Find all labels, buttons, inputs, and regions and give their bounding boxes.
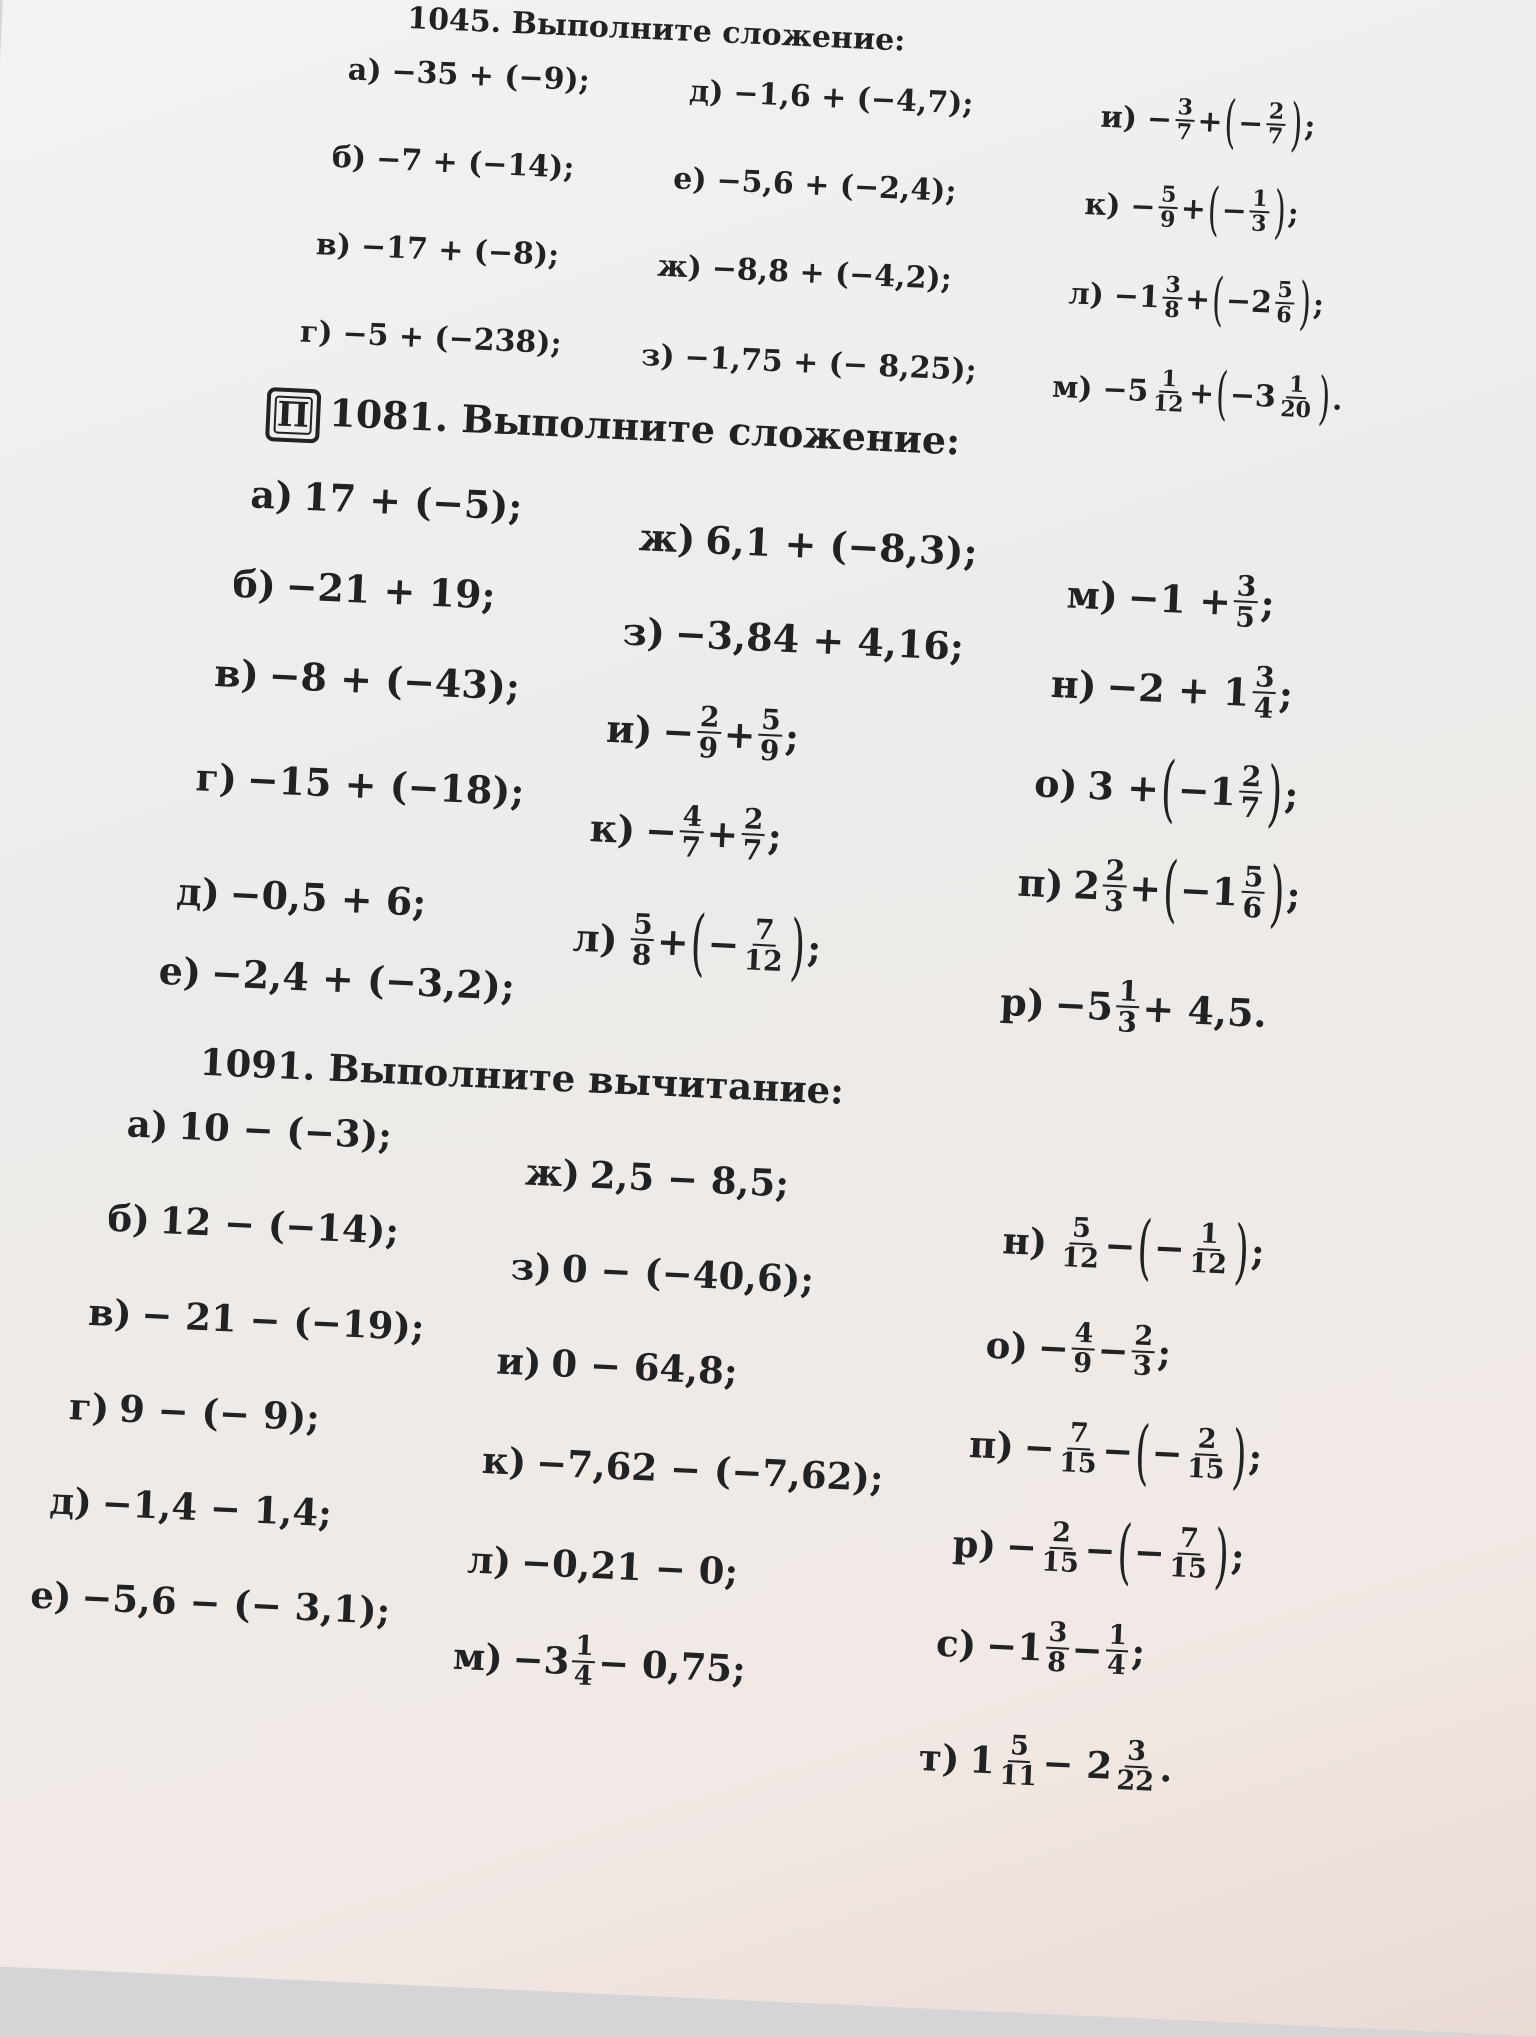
fraction: $\frac{2}{9}$ [697, 700, 721, 766]
exercise-1091-item-v: в) − 21 − (−19); [87, 1289, 426, 1350]
fraction: $\frac{3}{8}$ [1046, 1616, 1069, 1679]
exercise-1045-heading: 1045. Выполните сложение: [406, 1, 907, 59]
fraction: $\frac{1}{3}$ [1250, 185, 1269, 238]
fraction: $\frac{4}{9}$ [1072, 1317, 1095, 1380]
fraction: $\frac{2}{15}$ [1040, 1516, 1080, 1580]
fraction: $\frac{3}{4}$ [1253, 660, 1276, 726]
fraction: $\frac{1}{12}$ [1152, 365, 1185, 418]
exercise-1091-item-zh: ж) 2,5 − 8,5; [524, 1149, 790, 1206]
exercise-1081-heading: 1081. Выполните сложение: [328, 389, 962, 464]
exercise-1091-item-e: е) −5,6 − (− 3,1); [29, 1572, 392, 1633]
fraction: $\frac{1}{4}$ [1106, 1619, 1128, 1682]
fraction: $\frac{2}{7}$ [1239, 759, 1263, 825]
fraction: $\frac{1}{4}$ [573, 1630, 595, 1693]
exercise-1081-item-g: г) −15 + (−18); [194, 754, 526, 815]
exercise-1091-item-l: л) −0,21 − 0; [466, 1537, 740, 1594]
exercise-1081-item-a: а) 17 + (−5); [249, 471, 524, 529]
exercise-1045-item-k: к) − $\frac{5}{9}$ + ( − $\frac{1}{3}$ ) ; [1083, 176, 1300, 247]
exercise-1081-item-zh: ж) 6,1 + (−8,3); [638, 514, 979, 575]
exercise-1081-item-o: о) 3 + ( −1 $\frac{2}{7}$ ) ; [1033, 746, 1300, 836]
exercise-1091-item-n: н) $\frac{5}{12}$ − ( − $\frac{1}{12}$ ) ; [1001, 1205, 1266, 1293]
exercise-1045-item-d: д) −1,6 + (−4,7); [688, 73, 975, 122]
fraction: $\frac{7}{15}$ [1058, 1417, 1098, 1481]
exercise-1091-item-p: п) − $\frac{7}{15}$ − ( − $\frac{2}{15}$ ) ; [968, 1411, 1264, 1498]
fraction: $\frac{1}{20}$ [1279, 371, 1312, 424]
exercise-1091-item-b: б) 12 − (−14); [106, 1195, 400, 1253]
exercise-1091-item-k: к) −7,62 − (−7,62); [481, 1437, 885, 1501]
exercise-1045-item-a: а) −35 + (−9); [347, 52, 591, 99]
fraction: $\frac{5}{8}$ [631, 907, 654, 973]
exercise-1091-item-g: г) 9 − (− 9); [68, 1384, 321, 1440]
exercise-1045-item-l: л) −1 $\frac{3}{8}$ + ( −2 $\frac{5}{6}$ ) ; [1067, 266, 1325, 338]
exercise-1045-item-z: з) −1,75 + (− 8,25); [640, 338, 978, 389]
fraction: $\frac{1}{12}$ [1188, 1218, 1228, 1281]
exercise-1081-item-i: и) − $\frac{2}{9}$ + $\frac{5}{9}$ ; [605, 700, 801, 769]
exercise-1045-item-zh: ж) −8,8 + (−4,2); [656, 248, 953, 297]
exercise-1091-item-d: д) −1,4 − 1,4; [48, 1478, 333, 1536]
p-badge-icon: П [265, 387, 321, 443]
exercise-1091-item-r: р) − $\frac{2}{15}$ − ( − $\frac{7}{15}$ ) ; [951, 1510, 1246, 1598]
exercise-1045-item-g: г) −5 + (−238); [299, 314, 563, 362]
fraction: $\frac{2}{7}$ [741, 802, 765, 868]
exercise-1081-item-r: р) −5 $\frac{1}{3}$ + 4,5. [999, 974, 1268, 1040]
fraction: $\frac{3}{22}$ [1115, 1735, 1155, 1799]
fraction: $\frac{2}{15}$ [1186, 1423, 1226, 1486]
fraction: $\frac{1}{3}$ [1116, 974, 1140, 1040]
fraction: $\frac{7}{15}$ [1168, 1522, 1208, 1586]
exercise-1091-item-t: т) 1 $\frac{5}{11}$ − 2 $\frac{3}{22}$ . [917, 1730, 1174, 1799]
fraction: $\frac{2}{3}$ [1132, 1320, 1154, 1383]
exercise-1081-item-k: к) − $\frac{4}{7}$ + $\frac{2}{7}$ ; [588, 799, 783, 868]
fraction: $\frac{5}{11}$ [998, 1730, 1038, 1793]
exercise-1045-item-b: б) −7 + (−14); [331, 139, 576, 186]
exercise-1081-item-l: л) $\frac{5}{8}$ + ( − $\frac{7}{12}$ ) ; [571, 900, 823, 990]
fraction: $\frac{7}{12}$ [743, 912, 784, 979]
exercise-1081-item-m: м) −1 + $\frac{3}{5}$ ; [1065, 569, 1276, 635]
fraction: $\frac{3}{5}$ [1234, 569, 1258, 635]
exercise-1081-item-b: б) −21 + 19; [231, 560, 497, 618]
exercise-1081-item-d: д) −0,5 + 6; [175, 868, 428, 925]
exercise-1091-item-s: с) −1 $\frac{3}{8}$ − $\frac{1}{4}$ ; [935, 1616, 1147, 1682]
exercise-1081-item-n: н) −2 + 1 $\frac{3}{4}$ ; [1049, 660, 1294, 726]
exercise-1081-item-e: е) −2,4 + (−3,2); [157, 947, 516, 1009]
fraction: $\frac{5}{9}$ [759, 702, 782, 769]
exercise-1091-item-m: м) −3 $\frac{1}{4}$ − 0,75; [452, 1630, 747, 1693]
exercise-1091-item-i: и) 0 − 64,8; [495, 1338, 739, 1394]
exercise-1081-item-z: з) −3,84 + 4,16; [621, 608, 965, 669]
exercise-1081-item-p: п) 2 $\frac{2}{3}$ + ( −1 $\frac{5}{6}$ ) ; [1016, 846, 1302, 936]
fraction: $\frac{2}{7}$ [1267, 98, 1285, 150]
exercise-1091-item-z: з) 0 − (−40,6); [509, 1244, 815, 1302]
exercise-1045-item-v: в) −17 + (−8); [315, 227, 560, 274]
fraction: $\frac{3}{8}$ [1163, 271, 1182, 324]
fraction: $\frac{5}{12}$ [1060, 1212, 1100, 1276]
fraction: $\frac{5}{9}$ [1159, 181, 1178, 234]
exercise-1081-item-v: в) −8 + (−43); [213, 649, 521, 709]
exercise-1045-item-e: е) −5,6 + (−2,4); [672, 161, 958, 210]
fraction: $\frac{3}{7}$ [1175, 94, 1194, 146]
exercise-1045-item-i: и) − $\frac{3}{7}$ + ( − $\frac{2}{7}$ ) ; [1099, 89, 1317, 160]
fraction: $\frac{2}{3}$ [1103, 853, 1126, 919]
exercise-1045-item-m: м) −5 $\frac{1}{12}$ + ( −3 $\frac{1}{20}$ ) . [1051, 360, 1344, 433]
exercise-1091-item-a: а) 10 − (−3); [125, 1101, 393, 1158]
exercise-1091-heading: 1091. Выполните вычитание: [198, 1039, 845, 1113]
fraction: $\frac{5}{6}$ [1275, 276, 1294, 329]
fraction: $\frac{5}{6}$ [1241, 859, 1265, 926]
fraction: $\frac{4}{7}$ [680, 799, 703, 865]
exercise-1091-item-o: о) − $\frac{4}{9}$ − $\frac{2}{3}$ ; [984, 1317, 1173, 1383]
